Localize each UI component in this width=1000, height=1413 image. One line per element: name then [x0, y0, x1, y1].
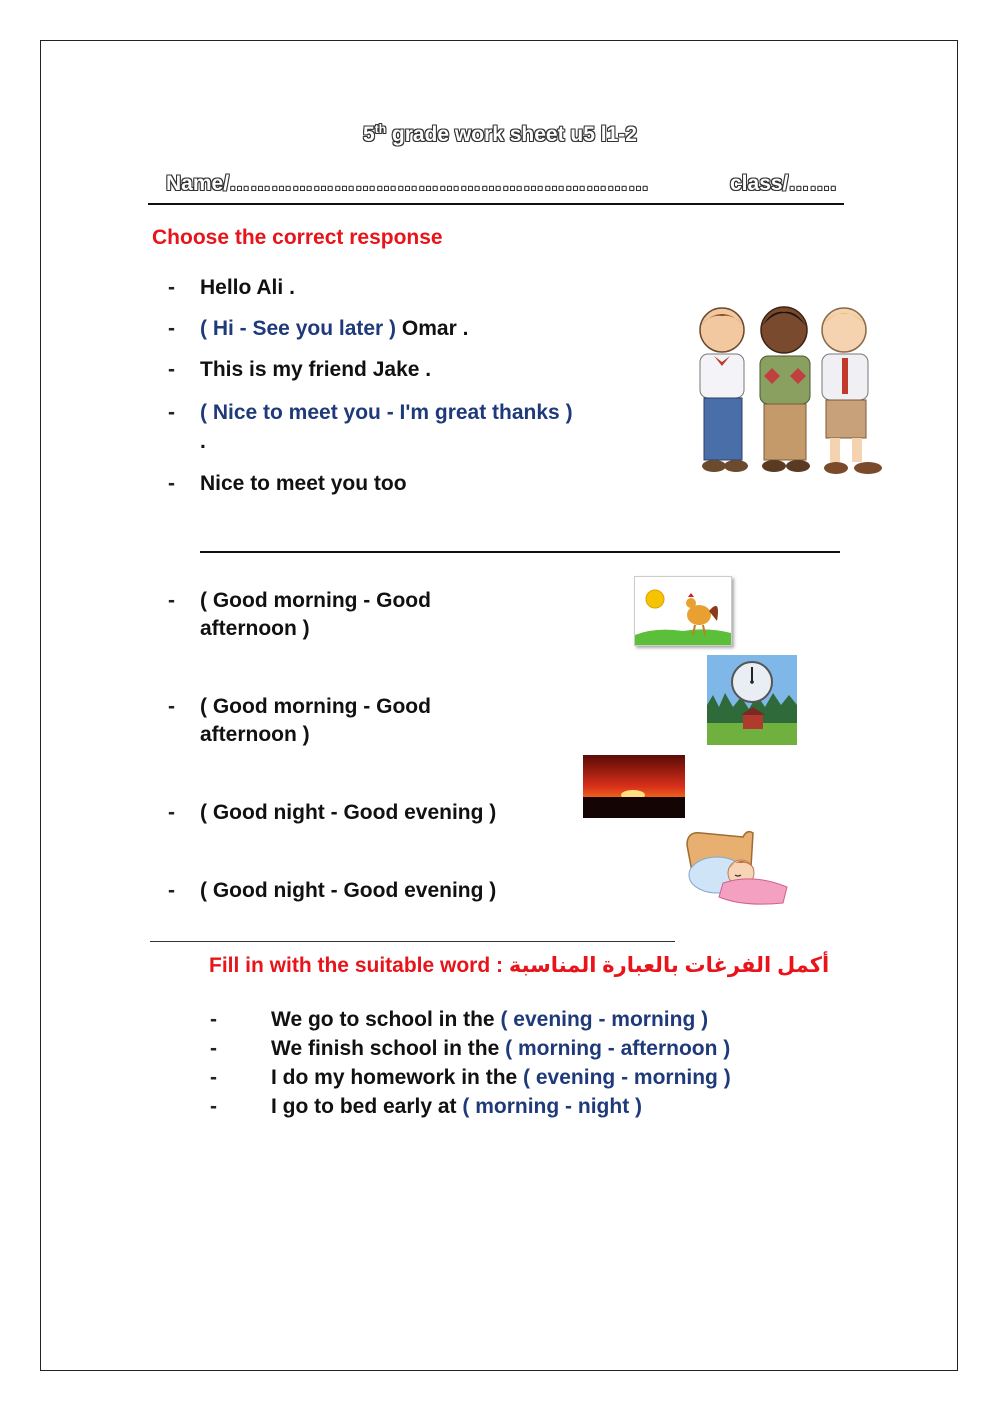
- dash: -: [210, 1037, 217, 1060]
- dash: -: [168, 401, 175, 424]
- dash: -: [168, 317, 175, 340]
- greeting-choice-1[interactable]: ( Good morning - Good afternoon ): [200, 589, 431, 640]
- dialogue-line-3: This is my friend Jake .: [200, 358, 432, 381]
- dialogue-line-1: Hello Ali .: [200, 276, 295, 299]
- fill-sentence-2: We finish school in the ( morning - afternoon ): [271, 1037, 731, 1060]
- fill-sentence-4: I go to bed early at ( morning - night ): [271, 1095, 643, 1118]
- dash: -: [210, 1008, 217, 1031]
- name-field-label: Name/……………………………………………………: [166, 172, 650, 195]
- dash: -: [168, 358, 175, 381]
- dialogue-line-2: ( Hi - See you later ) Omar .: [200, 317, 469, 340]
- choice-options[interactable]: ( evening - morning ): [523, 1066, 731, 1089]
- dash: -: [210, 1095, 217, 1118]
- three-friends-image: [672, 298, 910, 484]
- choice-options[interactable]: ( morning - night ): [462, 1095, 643, 1118]
- answer-line[interactable]: [200, 551, 840, 553]
- choice-options[interactable]: ( Nice to meet you - I'm great thanks ): [200, 401, 573, 424]
- sunset-image: [583, 755, 685, 818]
- dash: -: [168, 472, 175, 495]
- section-heading-choose: Choose the correct response: [152, 226, 443, 249]
- dash: -: [168, 589, 175, 612]
- fill-sentence-3: I do my homework in the ( evening - morning ): [271, 1066, 731, 1089]
- choice-options[interactable]: ( morning - afternoon ): [505, 1037, 731, 1060]
- header-divider: [148, 203, 844, 205]
- greeting-choice-4[interactable]: ( Good night - Good evening ): [200, 879, 497, 902]
- dash: -: [210, 1066, 217, 1089]
- dialogue-line-5: Nice to meet you too: [200, 472, 407, 495]
- dash: -: [168, 695, 175, 718]
- dash: -: [168, 801, 175, 824]
- choice-options[interactable]: ( evening - morning ): [500, 1008, 709, 1031]
- worksheet-title: 5th grade work sheet u5 l1-2: [363, 122, 637, 146]
- section-heading-fill: Fill in with the suitable word : أكمل الفرغات بالعبارة المناسبة: [209, 954, 830, 977]
- dialogue-line-4-period: .: [200, 430, 206, 453]
- greeting-choice-2[interactable]: ( Good morning - Good afternoon ): [200, 695, 431, 746]
- rooster-sunrise-image: [634, 576, 732, 646]
- dash: -: [168, 879, 175, 902]
- dialogue-line-4: [200, 401, 573, 425]
- greeting-choice-3[interactable]: ( Good night - Good evening ): [200, 801, 497, 824]
- choice-options[interactable]: ( Hi - See you later ): [200, 317, 397, 340]
- sleeping-girl-image: [683, 827, 791, 907]
- class-field-label: class/…….: [730, 172, 837, 195]
- fill-sentence-1: We go to school in the ( evening - morning ): [271, 1008, 709, 1031]
- clock-farm-image: [707, 655, 797, 745]
- dash: -: [168, 276, 175, 299]
- section-divider: [150, 941, 675, 942]
